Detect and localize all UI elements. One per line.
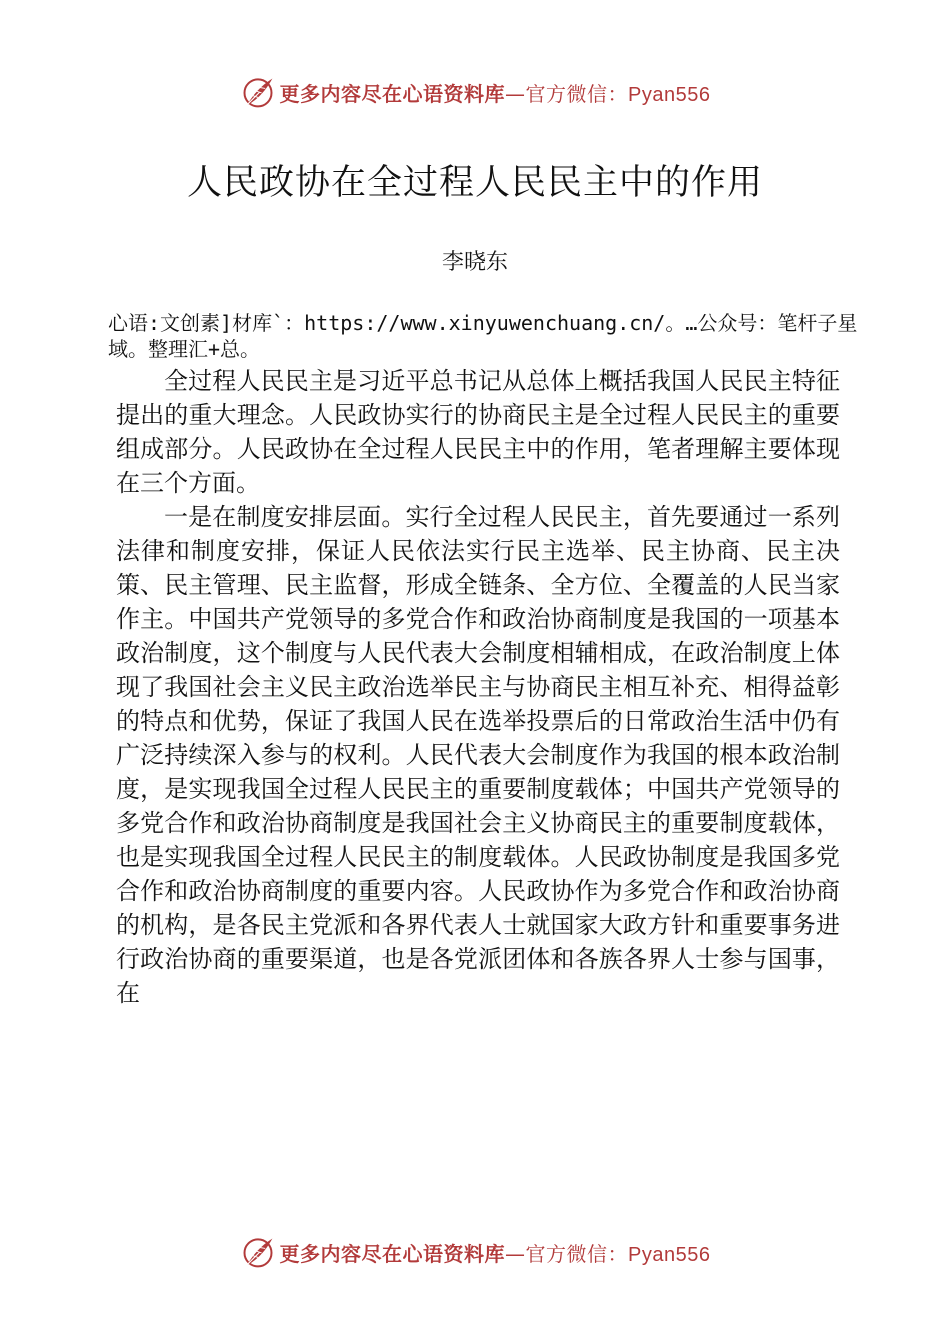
source-note: 心语:文创素]材库`：https://www.xinyuwenchuang.cn/。…公众号：笔杆子星域。整理汇+总。: [108, 311, 858, 361]
paragraph-1: 全过程人民民主是习近平总书记从总体上概括我国人民民主特征提出的重大理念。人民政协实行的协商民主是全过程人民民主的重要组成部分。人民政协在全过程人民民主中的作用，笔者理解主要体现在三个方面。: [116, 367, 840, 497]
document-author: 李晓东: [441, 250, 508, 275]
footer-banner-main: 更多内容尽在心语资料库: [279, 1241, 506, 1266]
feather-pen-logo-icon: [240, 74, 276, 110]
document-body: [116, 364, 840, 1010]
footer-banner-text: [280, 1238, 711, 1267]
header-banner-text: [280, 78, 711, 107]
paragraph-2: 一是在制度安排层面。实行全过程人民民主，首先要通过一系列法律和制度安排，保证人民依法实行民主选举、民主协商、民主决策、民主管理、民主监督，形成全链条、全方位、全覆盖的人民当家作主。中国共产党领导的多党合作和政治协商制度是我国的一项基本政治制度，这个制度与人民代表大会制度相辅相成，在政治制度上体现了我国社会主义民主政治选举民主与协商民主相互补充、相得益彰的特点和优势，保证了我国人民在选举投票后的日常政治生活中仍有广泛持续深入参与的权利。人民代表大会制度作为我国的根本政治制度，是实现我国全过程人民民主的重要制度载体；中国共产党领导的多党合作和政治协商制度是我国社会主义协商民主的重要制度载体，也是实现我国全过程人民民主的制度载体。人民政协制度是我国多党合作和政治协商制度的重要内容。人民政协作为多党合作和政治协商的机构，是各民主党派和各界代表人士就国家大政方针和重要事务进行政治协商的重要渠道，也是各党派团体和各族各界人士参与国事，在: [116, 503, 840, 1007]
document-title: 人民政协在全过程人民民主中的作用: [186, 163, 763, 203]
feather-pen-logo-icon: [240, 1234, 276, 1270]
footer-banner-separator: —官方微信：: [505, 1241, 629, 1266]
footer-banner: [0, 1232, 950, 1272]
header-banner-main: 更多内容尽在心语资料库: [279, 81, 506, 106]
header-banner: [0, 72, 950, 112]
header-wechat-id: Pyan556: [628, 83, 711, 106]
footer-wechat-id: Pyan556: [628, 1243, 711, 1266]
header-banner-separator: —官方微信：: [505, 81, 629, 106]
